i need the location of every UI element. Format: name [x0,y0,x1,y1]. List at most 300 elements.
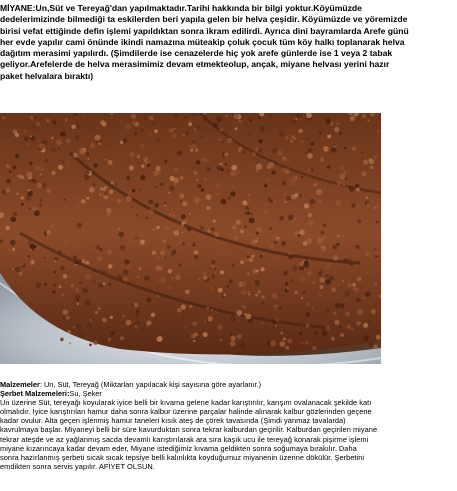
helva-crumb [247,211,250,214]
helva-crumb [32,179,37,184]
helva-crumb [244,225,247,228]
helva-crumb [241,246,243,248]
helva-crumb [126,320,132,326]
helva-crumb [136,209,139,212]
helva-crumb [220,222,223,225]
helva-crumb [294,291,298,295]
helva-crumb [123,277,128,282]
helva-crumb [258,116,261,119]
helva-crumb [148,200,153,205]
helva-crumb [333,144,335,146]
helva-crumb [310,199,315,204]
ingredients-text: : Un, Süt, Tereyağ (Miktarları yapılacak kişi sayısına göre ayarlanır.) [39,380,262,389]
helva-crumb [293,328,295,330]
helva-crumb [151,313,155,317]
helva-crumb [184,116,187,119]
helva-crumb [157,336,163,342]
helva-crumb [71,125,76,130]
helva-crumb [181,305,186,310]
helva-crumb [283,281,285,283]
helva-crumb [304,203,309,208]
helva-crumb [154,129,158,133]
helva-crumb [246,314,252,320]
helva-crumb [279,307,282,310]
helva-crumb [105,159,107,161]
helva-crumb [12,268,14,270]
helva-crumb [262,301,264,303]
helva-crumb [86,170,90,174]
helva-crumb [357,309,363,315]
helva-crumb [330,215,333,218]
helva-crumb [160,250,165,255]
helva-crumb [120,336,124,340]
helva-crumb [268,162,274,168]
helva-crumb [108,338,111,341]
helva-crumb [251,255,254,258]
helva-crumb [110,331,114,335]
helva-crumb [10,240,16,246]
helva-crumb [196,125,201,130]
helva-crumb [246,255,249,258]
helva-crumb [86,290,88,292]
helva-crumb [301,320,303,322]
helva-crumb [171,277,173,279]
helva-crumb [174,128,176,130]
helva-crumb [374,155,378,159]
helva-crumb [169,214,171,216]
helva-crumb [135,314,138,317]
helva-crumb [77,303,79,305]
helva-crumb [175,274,181,280]
helva-crumb [110,316,113,319]
helva-crumb [139,267,142,270]
helva-crumb [325,274,329,278]
helva-crumb [308,220,313,225]
helva-crumb [337,234,340,237]
helva-crumb [290,140,293,143]
helva-crumb [341,303,344,306]
helva-crumb [15,154,19,158]
helva-crumb [320,157,324,161]
helva-crumb [31,260,35,264]
helva-crumb [123,208,129,214]
helva-crumb [12,166,16,170]
helva-crumb [118,228,120,230]
helva-crumb [228,197,231,200]
helva-crumb [229,279,233,283]
helva-crumb [132,121,136,125]
helva-crumb [283,271,287,275]
helva-crumb [311,171,313,173]
helva-crumb [196,179,198,181]
helva-crumb [164,202,167,205]
helva-crumb [357,277,362,282]
helva-crumb [189,213,191,215]
helva-crumb [85,274,90,279]
helva-crumb [63,274,68,279]
helva-crumb [54,260,56,262]
helva-crumb [376,335,381,340]
helva-crumb [30,116,34,120]
helva-crumb [26,172,32,178]
helva-crumb [356,321,361,326]
helva-crumb [204,320,206,322]
helva-crumb [65,242,67,244]
helva-crumb [118,232,124,238]
helva-crumb [51,147,56,152]
helva-crumb [149,209,154,214]
helva-crumb [218,138,221,141]
helva-crumb [230,333,233,336]
helva-crumb [51,224,54,227]
helva-crumb [256,238,258,240]
helva-crumb [110,211,112,213]
helva-crumb [340,333,344,337]
helva-crumb [287,302,289,304]
helva-crumb [261,295,265,299]
helva-crumb [194,242,196,244]
helva-crumb [126,282,129,285]
helva-crumb [358,212,362,216]
helva-crumb [125,124,131,130]
helva-crumb [180,176,184,180]
helva-crumb [308,213,312,217]
helva-crumb [67,163,69,165]
helva-crumb [290,279,294,283]
helva-crumb [285,136,288,139]
helva-crumb [104,192,107,195]
helva-crumb [334,127,339,132]
syrup-line [0,389,457,398]
helva-crumb [58,165,63,170]
helva-crumb [336,200,342,206]
helva-crumb [376,220,379,223]
helva-crumb [76,299,79,302]
helva-crumb [346,258,352,264]
helva-crumb [367,319,371,323]
helva-crumb [220,339,223,342]
helva-crumb [98,307,101,310]
helva-crumb [36,122,40,126]
helva-crumb [207,229,211,233]
helva-crumb [272,148,278,154]
helva-crumb [123,138,128,143]
helva-crumb [224,152,228,156]
helva-crumb [113,217,119,223]
helva-crumb [327,165,331,169]
helva-crumb [26,142,30,146]
helva-crumb [193,140,196,143]
helva-crumb [259,255,262,258]
helva-crumb [235,127,238,130]
helva-crumb [298,194,302,198]
helva-crumb [169,128,173,132]
helva-crumb [343,183,346,186]
helva-crumb [137,155,141,159]
helva-crumb [60,131,65,136]
helva-crumb [160,277,165,282]
helva-crumb [157,279,159,281]
helva-crumb [167,245,171,249]
helva-crumb [201,136,203,138]
helva-crumb [259,139,263,143]
helva-crumb [172,250,177,255]
helva-crumb [168,192,170,194]
helva-crumb [298,129,303,134]
helva-crumb [153,122,156,125]
helva-crumb [199,278,201,280]
helva-crumb [68,265,70,267]
helva-crumb [39,203,43,207]
helva-crumb [343,171,346,174]
helva-crumb [71,216,75,220]
helva-crumb [153,171,159,177]
helva-crumb [328,133,330,135]
helva-crumb [215,311,217,313]
helva-crumb [351,328,354,331]
helva-crumb [249,119,252,122]
helva-crumb [344,291,350,297]
helva-crumb [318,294,321,297]
helva-crumb [107,250,112,255]
helva-crumb [269,227,272,230]
helva-crumb [305,312,310,317]
helva-crumb [123,270,129,276]
helva-crumb [224,163,227,166]
helva-crumb [232,264,235,267]
helva-crumb [300,266,303,269]
helva-crumb [363,323,368,328]
helva-crumb [320,269,322,271]
helva-crumb [122,315,124,317]
helva-crumb [75,136,79,140]
helva-crumb [319,192,321,194]
helva-crumb [352,146,357,151]
helva-crumb [241,290,247,296]
helva-crumb [339,174,345,180]
recipe-line: miyane kızarıncaya kadar devam eder, Miyane istediğimiz kıvama geldikten sonra soğumaya bırakılır. Daha [0,443,357,453]
helva-crumb [44,227,46,229]
helva-crumb [301,297,304,300]
helva-crumb [10,228,13,231]
helva-crumb [212,274,215,277]
helva-crumb [300,114,302,116]
helva-crumb [104,186,108,190]
helva-crumb [87,158,89,160]
helva-crumb [119,121,121,123]
helva-crumb [264,211,266,213]
helva-crumb [295,118,297,120]
helva-crumb [89,331,91,333]
helva-crumb [157,295,159,297]
helva-crumb [129,152,134,157]
helva-crumb [40,174,42,176]
helva-crumb [1,151,3,153]
ingredients-label: Malzemeler [0,380,40,389]
helva-crumb [174,230,179,235]
helva-crumb [163,239,166,242]
helva-crumb [195,148,198,151]
helva-crumb [321,251,325,255]
helva-crumb [200,226,204,230]
helva-crumb [162,332,165,335]
helva-crumb [117,138,119,140]
helva-crumb [367,120,369,122]
helva-crumb [298,234,301,237]
helva-crumb [86,153,89,156]
helva-crumb [180,194,185,199]
helva-crumb [108,160,113,165]
helva-crumb [370,166,374,170]
helva-crumb [203,114,207,118]
helva-crumb [363,160,368,165]
helva-crumb [238,120,241,123]
helva-crumb [172,134,177,139]
helva-crumb [307,138,309,140]
helva-crumb [342,280,344,282]
helva-crumb [338,284,340,286]
helva-crumb [275,325,278,328]
helva-crumb [345,177,348,180]
helva-crumb [181,318,184,321]
helva-crumb [155,265,161,271]
helva-crumb [30,136,32,138]
helva-crumb [149,134,151,136]
helva-crumb [84,175,89,180]
helva-crumb [85,300,91,306]
helva-crumb [345,299,347,301]
helva-crumb [102,337,108,343]
helva-crumb [51,137,54,140]
helva-crumb [331,287,336,292]
helva-crumb [333,255,339,261]
helva-crumb [170,176,175,181]
helva-crumb [279,341,285,347]
helva-crumb [249,134,251,136]
helva-crumb [69,342,71,344]
helva-crumb [339,132,342,135]
helva-crumb [168,269,172,273]
helva-crumb [5,193,7,195]
helva-crumb [164,159,167,162]
helva-crumb [247,272,250,275]
helva-crumb [84,116,86,118]
helva-crumb [211,260,215,264]
helva-crumb [344,147,347,150]
helva-crumb [141,164,144,167]
helva-crumb [266,243,268,245]
helva-crumb [2,116,5,119]
helva-crumb [267,197,271,201]
helva-crumb [9,170,12,173]
helva-crumb [173,168,178,173]
helva-crumb [306,258,308,260]
helva-crumb [189,305,192,308]
helva-crumb [152,251,156,255]
helva-crumb [165,256,167,258]
helva-crumb [337,181,341,185]
helva-crumb [283,337,286,340]
helva-crumb [67,330,71,334]
helva-crumb [305,341,309,345]
helva-crumb [5,226,10,231]
helva-crumb [61,294,64,297]
helva-crumb [244,213,246,215]
helva-crumb [333,312,336,315]
helva-crumb [189,302,192,305]
helva-crumb [231,336,236,341]
helva-crumb [203,332,208,337]
helva-crumb [376,312,378,314]
helva-crumb [136,310,140,314]
helva-crumb [147,297,152,302]
helva-crumb [211,287,213,289]
helva-crumb [347,283,351,287]
helva-crumb [274,241,277,244]
helva-crumb [183,224,187,228]
helva-crumb [336,121,340,125]
helva-crumb [274,200,277,203]
helva-crumb [108,282,112,286]
helva-crumb [312,346,316,350]
helva-crumb [66,139,71,144]
helva-crumb [282,181,286,185]
helva-crumb [232,225,237,230]
helva-crumb [216,183,222,189]
helva-crumb [102,318,107,323]
helva-crumb [56,140,62,146]
helva-crumb [317,238,323,244]
helva-crumb [35,166,39,170]
helva-crumb [89,187,95,193]
helva-crumb [323,223,327,227]
helva-crumb [345,311,350,316]
helva-crumb [355,184,359,188]
helva-crumb [73,326,76,329]
recipe-line: emdikten sonra servis yapılır. AFİYET OLSUN. [0,461,155,471]
helva-crumb [81,199,86,204]
helva-crumb [374,250,380,256]
helva-crumb [241,281,246,286]
helva-crumb [158,256,160,258]
helva-crumb [27,255,30,258]
helva-crumb [209,267,211,269]
helva-crumb [126,196,132,202]
helva-crumb [339,326,342,329]
intro-line: geliyor.Arefelerde de helva merasimimiz devam etmekteolup, ançak, miyane helvası yerini hazır [0,59,390,70]
helva-crumb [185,131,189,135]
helva-crumb [230,316,235,321]
helva-crumb [261,322,263,324]
helva-crumb [265,178,269,182]
helva-crumb [182,315,185,318]
helva-crumb [292,266,298,272]
helva-crumb [128,192,132,196]
helva-crumb [108,264,113,269]
helva-photo [0,113,381,364]
helva-crumb [60,338,64,342]
helva-crumb [222,141,224,143]
helva-crumb [136,266,139,269]
helva-crumb [133,239,139,245]
helva-crumb [129,313,131,315]
helva-crumb [141,128,144,131]
helva-crumb [40,167,45,172]
helva-crumb [256,269,259,272]
helva-crumb [252,152,256,156]
helva-crumb [230,171,235,176]
helva-crumb [164,205,166,207]
